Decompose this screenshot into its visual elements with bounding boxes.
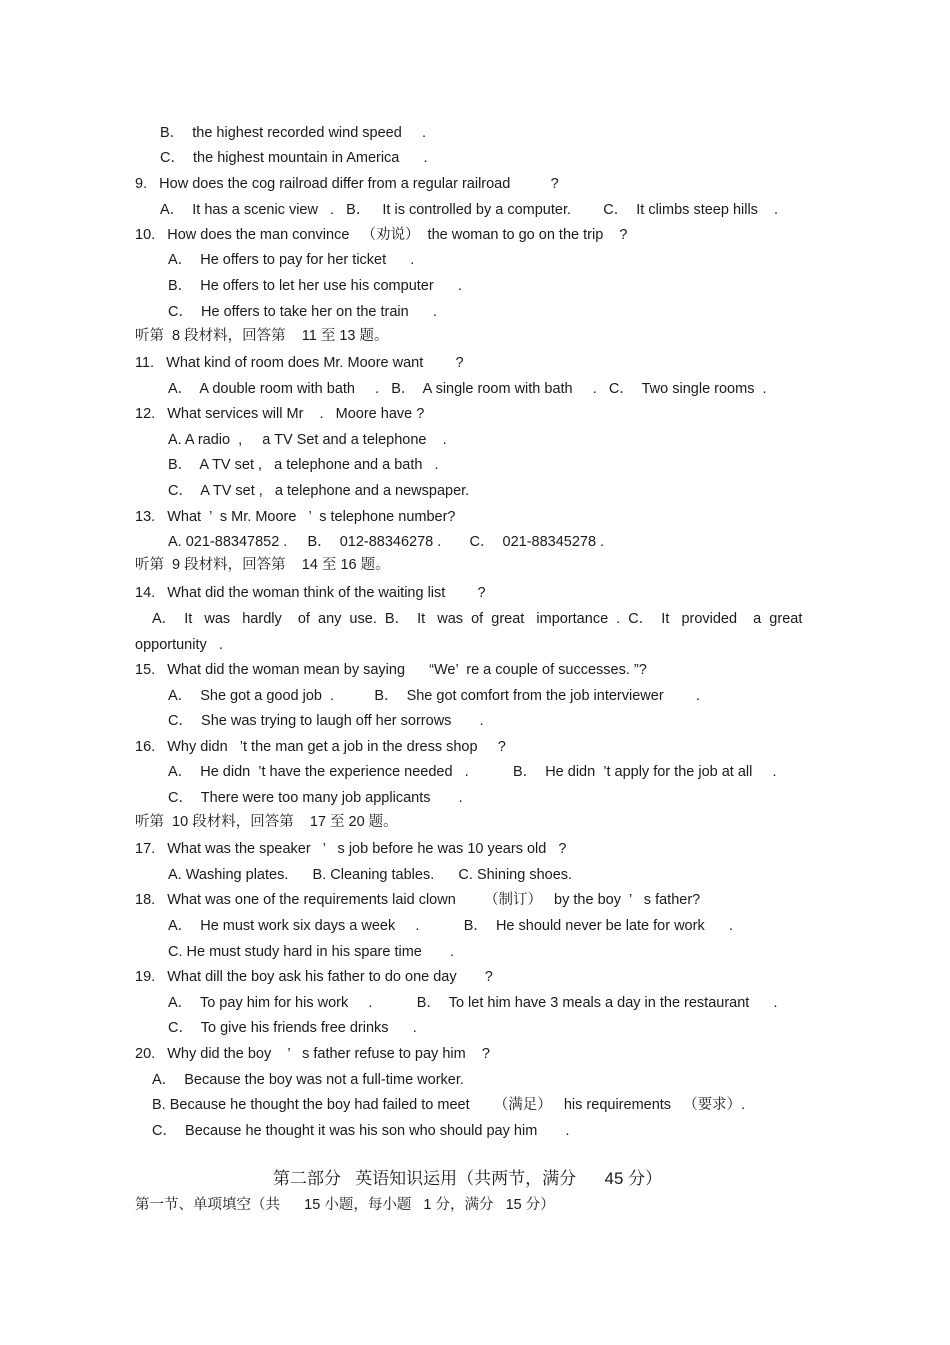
section-instruction: 听第 8 段材料，回答第 11 至 13 题。 [135,328,389,344]
question-11: 11. What kind of room does Mr. Moore want ? [135,355,464,371]
option-line-cont: opportunity . [135,637,223,653]
question-17: 17. What was the speaker ’ s job before he was 10 years old ? [135,841,567,857]
section-instruction: 听第 9 段材料，回答第 14 至 16 题。 [135,557,390,573]
question-10: 10. How does the man convince （劝说） the woman to go on the trip ? [135,227,628,243]
option-line: A. Washing plates. B. Cleaning tables. C. Shining shoes. [168,867,573,883]
option-line: B． A TV set , a telephone and a bath . [168,457,439,473]
option-line: A． A double room with bath . B． A single room with bath . C． Two single rooms . [168,381,767,397]
option-line: C. He must study hard in his spare time . [168,944,455,960]
part-two-title: 第二部分 英语知识运用（共两节，满分 45 分） [273,1169,663,1188]
option-line: A． He didn ’t have the experience needed . B． He didn ’t apply for the job at all . [168,764,777,780]
option-line: A. A radio , a TV Set and a telephone . [168,432,447,448]
question-18: 18. What was one of the requirements laid clown （制订） by the boy ’ s father? [135,892,701,908]
option-line: C． There were too many job applicants . [168,790,463,806]
question-20: 20. Why did the boy ’ s father refuse to pay him ? [135,1046,490,1062]
section-one-heading: 第一节、单项填空（共 15 小题，每小题 1 分，满分 15 分） [135,1197,555,1213]
option-line: B． He offers to let her use his computer . [168,278,462,294]
question-16: 16. Why didn ’t the man get a job in the dress shop ? [135,739,506,755]
option-line: A． It was hardly of any use. B． It was of great importance . C． It provided a great [152,611,803,627]
option-line: B. Because he thought the boy had failed to meet （满足） his requirements （要求）. [152,1097,746,1113]
option-line: C． He offers to take her on the train . [168,304,437,320]
option-line: B． the highest recorded wind speed . [160,125,426,141]
option-line: C． Because he thought it was his son who should pay him . [152,1123,570,1139]
option-line: C． A TV set , a telephone and a newspaper. [168,483,470,499]
option-line: A． To pay him for his work . B． To let him have 3 meals a day in the restaurant . [168,995,778,1011]
question-19: 19. What dill the boy ask his father to do one day ? [135,969,493,985]
section-instruction: 听第 10 段材料，回答第 17 至 20 题。 [135,814,398,830]
option-line: A. 021-88347852 . B． 012-88346278 . C． 021-88345278 . [168,534,605,550]
question-14: 14. What did the woman think of the waiting list ? [135,585,486,601]
option-line: A． He must work six days a week . B． He should never be late for work . [168,918,733,934]
option-line: C． the highest mountain in America . [160,150,428,166]
option-line: C． She was trying to laugh off her sorrows . [168,713,484,729]
option-line: C． To give his friends free drinks . [168,1020,417,1036]
question-9: 9. How does the cog railroad differ from a regular railroad ? [135,176,559,192]
option-line: A． It has a scenic view . B． It is controlled by a computer. C． It climbs steep hills . [160,202,779,218]
question-13: 13. What ’ s Mr. Moore ’ s telephone number? [135,509,456,525]
question-12: 12. What services will Mr . Moore have ? [135,406,425,422]
option-line: A． He offers to pay for her ticket . [168,252,415,268]
option-line: A． Because the boy was not a full-time worker. [152,1072,464,1088]
option-line: A． She got a good job . B． She got comfort from the job interviewer . [168,688,700,704]
question-15: 15. What did the woman mean by saying “We’ re a couple of successes. ”? [135,662,647,678]
